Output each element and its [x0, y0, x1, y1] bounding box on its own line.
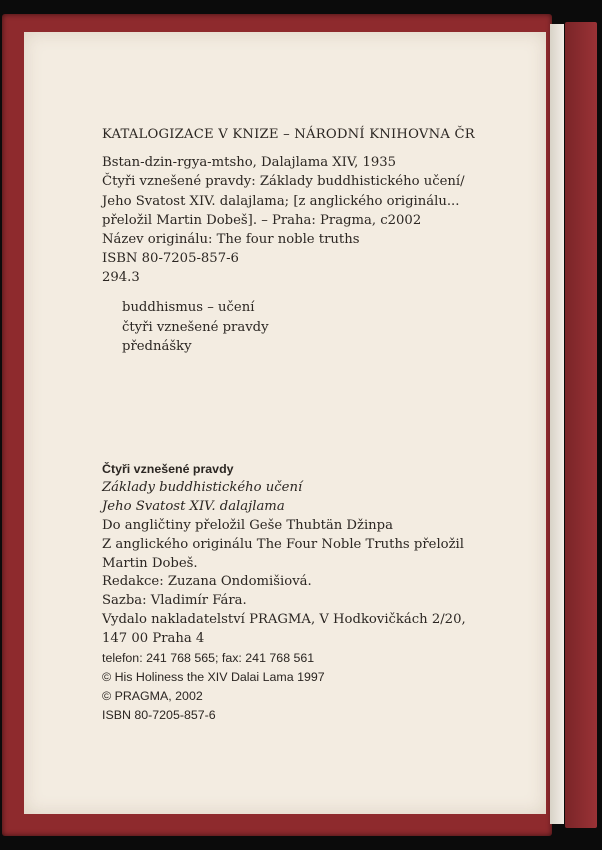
catalog-line: ISBN 80-7205-857-6 — [102, 251, 239, 267]
page-edges — [550, 24, 564, 824]
subject-item: buddhismus – učení — [122, 300, 255, 315]
imprint-line: Redakce: Zuzana Ondomišiová. — [102, 574, 312, 590]
imprint-subtitle: Základy buddhistického učení — [102, 479, 303, 495]
back-cover — [565, 22, 597, 828]
subject-item: přednášky — [122, 339, 192, 354]
catalog-line: přeložil Martin Dobeš]. – Praha: Pragma, c2002 — [102, 212, 422, 228]
imprint-line: Vydalo nakladatelství PRAGMA, V Hodkovičkách 2/20, — [102, 612, 466, 628]
imprint-title: Čtyři vznešené pravdy — [102, 462, 234, 476]
imprint-line: Sazba: Vladimír Fára. — [102, 593, 247, 609]
catalog-record — [102, 125, 475, 288]
subject-item: čtyři vznešené pravdy — [122, 319, 269, 335]
catalog-heading: KATALOGIZACE V KNIZE – NÁRODNÍ KNIHOVNA ČR — [102, 127, 475, 142]
catalog-line: Čtyři vznešené pravdy: Základy buddhistického učení/ — [102, 174, 465, 190]
catalog-line: Název originálu: The four noble truths — [102, 232, 360, 248]
imprint-line: Do angličtiny přeložil Geše Thubtän Džinpa — [102, 517, 393, 533]
imprint-author: Jeho Svatost XIV. dalajlama — [102, 498, 285, 514]
imprint-line: 147 00 Praha 4 — [102, 631, 205, 647]
catalog-line: Jeho Svatost XIV. dalajlama; [z anglického originálu... — [102, 193, 460, 209]
imprint-copyright: © PRAGMA, 2002 — [102, 688, 203, 703]
catalog-line: Bstan-dzin-rgya-mtsho, Dalajlama XIV, 1935 — [102, 155, 397, 171]
catalog-line: 294.3 — [102, 270, 140, 286]
subject-list — [122, 298, 269, 357]
imprint-isbn: ISBN 80-7205-857-6 — [102, 707, 216, 722]
imprint-line: Martin Dobeš. — [102, 555, 198, 571]
imprint-block — [102, 460, 466, 725]
imprint-line: Z anglického originálu The Four Noble Truths přeložil — [102, 536, 464, 552]
imprint-contact: telefon: 241 768 565; fax: 241 768 561 — [102, 651, 315, 666]
imprint-copyright: © His Holiness the XIV Dalai Lama 1997 — [102, 669, 325, 684]
book-page — [24, 32, 546, 814]
